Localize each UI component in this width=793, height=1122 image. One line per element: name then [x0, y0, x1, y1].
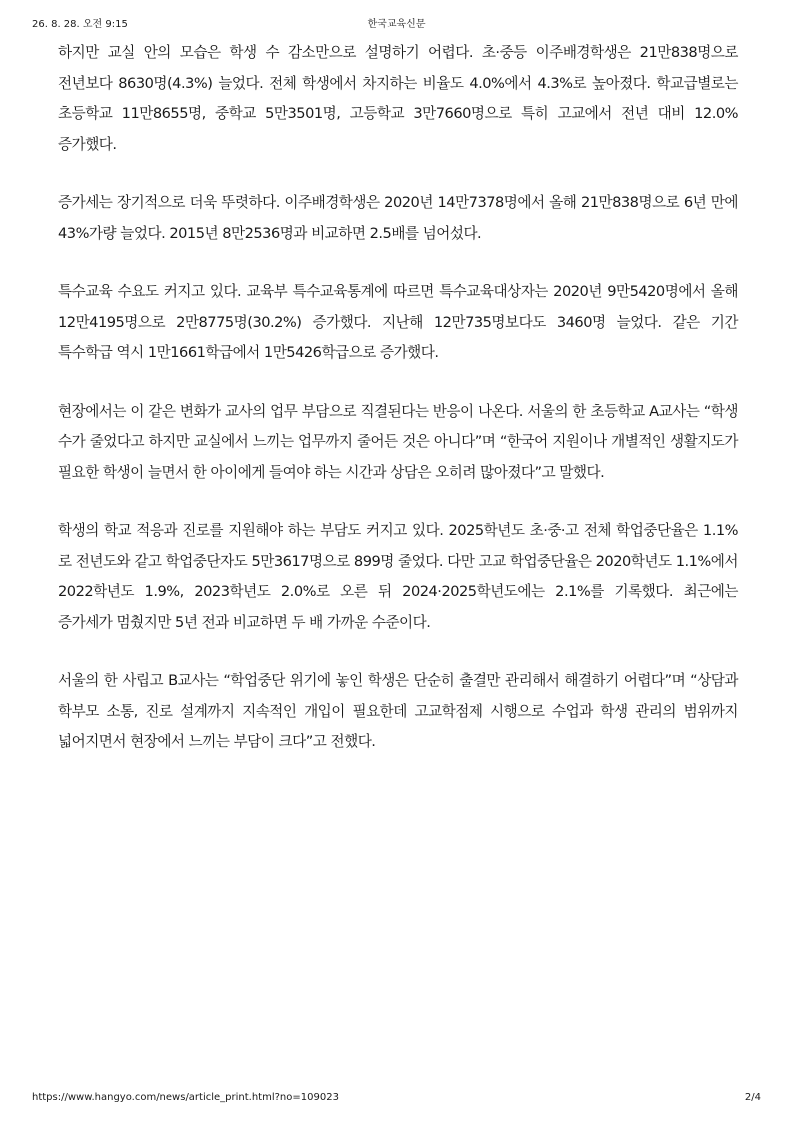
article-paragraph: 학생의 학교 적응과 진로를 지원해야 하는 부담도 커지고 있다. 2025학년도 초·중·고 전체 학업중단율은 1.1%로 전년도와 같고 학업중단자도 5만3617명으로 899명 줄었다. 다만 고교 학업중단율은 2020학년도 1.1%에서 2022학년도 1.9%, 2023학년도 2.0%로 오른 뒤 2024·2025학년도에는 2.1%를 기록했다. 최근에는 증가세가 멈췄지만 5년 전과 비교하면 두 배 가까운 수준이다. — [58, 522, 738, 631]
article-body — [58, 38, 738, 786]
article-paragraph: 특수교육 수요도 커지고 있다. 교육부 특수교육통계에 따르면 특수교육대상자는 2020년 9만5420명에서 올해 12만4195명으로 2만8775명(30.2%) 증가했다. 지난해 12만735명보다도 3460명 늘었다. 같은 기간 특수학급 역시 1만1661학급에서 1만5426학급으로 증가했다. — [58, 283, 738, 361]
site-title: 한국교육신문 — [367, 19, 426, 30]
print-datetime: 26. 8. 28. 오전 9:15 — [32, 19, 128, 30]
article-paragraph: 증가세는 장기적으로 더욱 뚜렷하다. 이주배경학생은 2020년 14만7378명에서 올해 21만838명으로 6년 만에 43%가량 늘었다. 2015년 8만2536명과 비교하면 2.5배를 넘어섰다. — [58, 194, 738, 242]
article-url[interactable]: https://www.hangyo.com/news/article_print.html?no=109023 — [32, 1092, 339, 1103]
print-header — [0, 0, 793, 40]
article-paragraph: 현장에서는 이 같은 변화가 교사의 업무 부담으로 직결된다는 반응이 나온다. 서울의 한 초등학교 A교사는 “학생 수가 줄었다고 하지만 교실에서 느끼는 업무까지 줄어든 것은 아니다”며 “한국어 지원이나 개별적인 생활지도가 필요한 학생이 늘면서 한 아이에게 들여야 하는 시간과 상담은 오히려 많아졌다”고 말했다. — [58, 402, 738, 481]
page-number: 2/4 — [744, 1092, 761, 1103]
article-paragraph: 하지만 교실 안의 모습은 학생 수 감소만으로 설명하기 어렵다. 초·중등 이주배경학생은 21만838명으로 전년보다 8630명(4.3%) 늘었다. 전체 학생에서 차지하는 비율도 4.0%에서 4.3%로 높아졌다. 학교급별로는 초등학교 11만8655명, 중학교 5만3501명, 고등학교 3만7660명으로 특히 고교에서 전년 대비 12.0% 증가했다. — [58, 44, 738, 153]
print-footer — [0, 1088, 793, 1108]
article-paragraph: 서울의 한 사립고 B교사는 “학업중단 위기에 놓인 학생은 단순히 출결만 관리해서 해결하기 어렵다”며 “상담과 학부모 소통, 진로 설계까지 지속적인 개입이 필요한데 고교학점제 시행으로 수업과 학생 관리의 범위까지 넓어지면서 현장에서 느끼는 부담이 크다”고 전했다. — [58, 672, 738, 750]
